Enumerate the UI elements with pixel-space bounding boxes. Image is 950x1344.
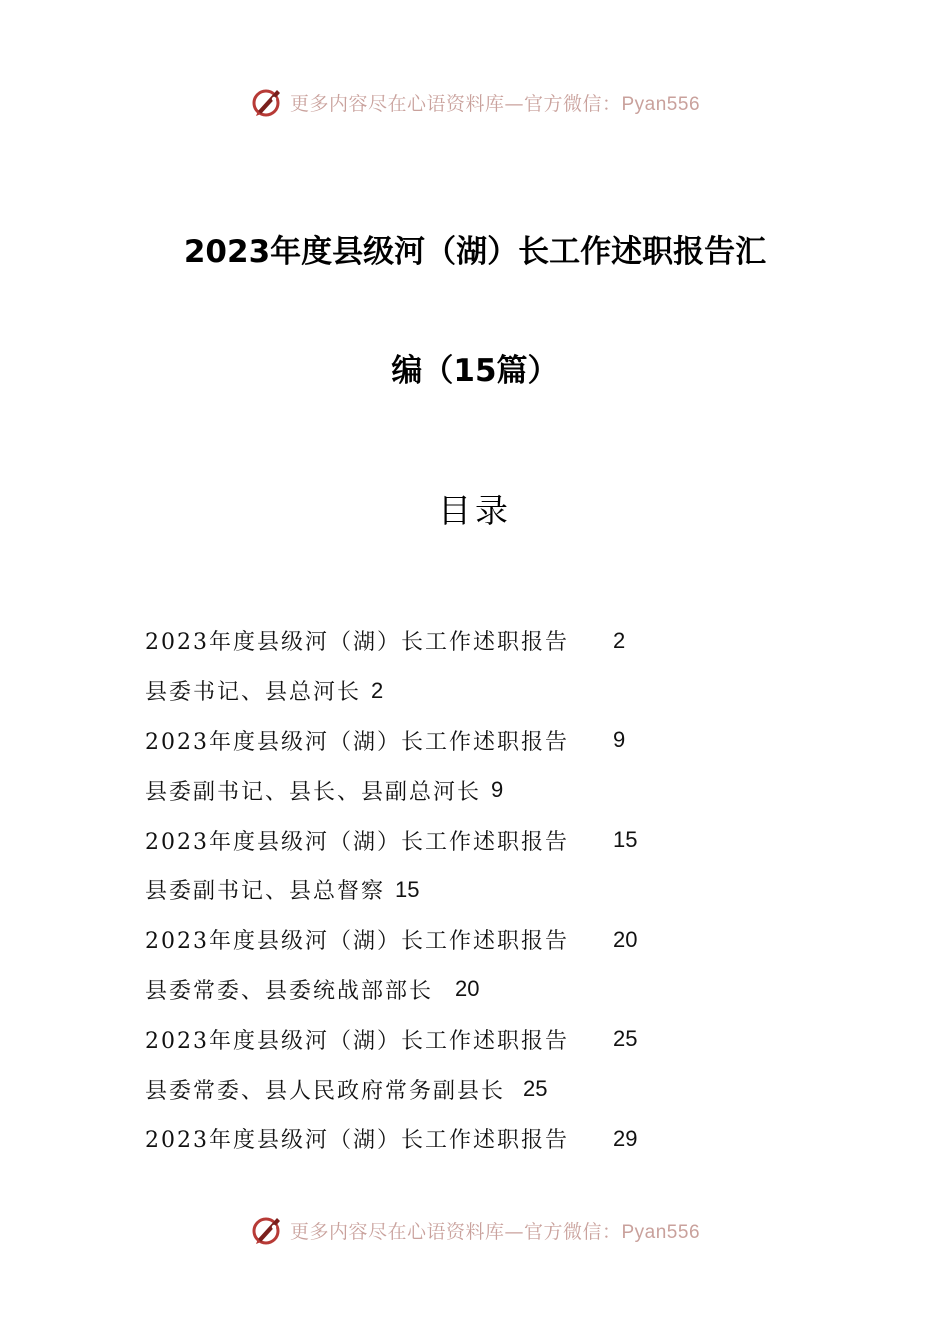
toc-entry-page: 2 — [613, 627, 626, 653]
toc-entry[interactable] — [145, 1114, 785, 1164]
banner-text — [290, 1217, 700, 1244]
toc-heading: 目录 — [438, 491, 512, 530]
toc-entry[interactable] — [145, 616, 785, 666]
banner-wechat-id: Pyan556 — [621, 93, 701, 115]
toc-entry-title: 2023年度县级河（湖）长工作述职报告 — [145, 829, 569, 855]
toc-entry[interactable] — [145, 666, 785, 716]
document-title-line-2: 编（15篇） — [391, 353, 559, 389]
toc-entry-title: 县委副书记、县长、县副总河长 — [145, 779, 482, 805]
toc-entry-title: 县委常委、县人民政府常务副县长 — [145, 1078, 506, 1104]
toc-entry-page: 9 — [613, 727, 626, 753]
toc-entry-page: 15 — [395, 876, 420, 902]
pen-logo-icon — [250, 1213, 284, 1247]
header-banner — [0, 82, 950, 122]
toc-entry-title: 2023年度县级河（湖）长工作述职报告 — [145, 729, 569, 755]
toc-entry-title: 县委副书记、县总督察 — [145, 879, 386, 905]
toc-entry-page: 25 — [613, 1026, 638, 1052]
toc-entry-page: 20 — [455, 976, 480, 1002]
toc-entry-page: 15 — [613, 827, 638, 853]
toc-entry[interactable] — [145, 865, 785, 915]
toc-entry-page: 9 — [491, 777, 504, 803]
toc-entry-title: 2023年度县级河（湖）长工作述职报告 — [145, 1028, 569, 1054]
toc-entry[interactable] — [145, 965, 785, 1015]
toc-entry-page: 2 — [371, 677, 384, 703]
banner-wechat-id: Pyan556 — [621, 1221, 701, 1243]
banner-label: 更多内容尽在心语资料库—官方微信： — [289, 1220, 622, 1243]
toc-entry[interactable] — [145, 1014, 785, 1064]
toc-entry[interactable] — [145, 815, 785, 865]
toc-entry-page: 25 — [523, 1076, 548, 1102]
banner-text — [290, 89, 700, 116]
toc-entry-title: 县委书记、县总河长 — [145, 680, 362, 706]
toc-entry[interactable] — [145, 716, 785, 766]
toc-entry-title: 2023年度县级河（湖）长工作述职报告 — [145, 1128, 569, 1154]
toc-entry-title: 2023年度县级河（湖）长工作述职报告 — [145, 929, 569, 955]
toc-entry-title: 2023年度县级河（湖）长工作述职报告 — [145, 630, 569, 656]
toc-entry[interactable] — [145, 1064, 785, 1114]
toc-entry-page: 29 — [613, 1125, 638, 1151]
banner-label: 更多内容尽在心语资料库—官方微信： — [289, 92, 622, 115]
document-title-line-1: 2023年度县级河（湖）长工作述职报告汇 — [183, 234, 767, 270]
toc-entry[interactable] — [145, 915, 785, 965]
footer-banner — [0, 1210, 950, 1250]
pen-logo-icon — [250, 85, 284, 119]
toc-entry-page: 20 — [613, 926, 638, 952]
toc-entry[interactable] — [145, 765, 785, 815]
toc-entry-title: 县委常委、县委统战部部长 — [145, 978, 434, 1004]
table-of-contents — [145, 616, 785, 1164]
